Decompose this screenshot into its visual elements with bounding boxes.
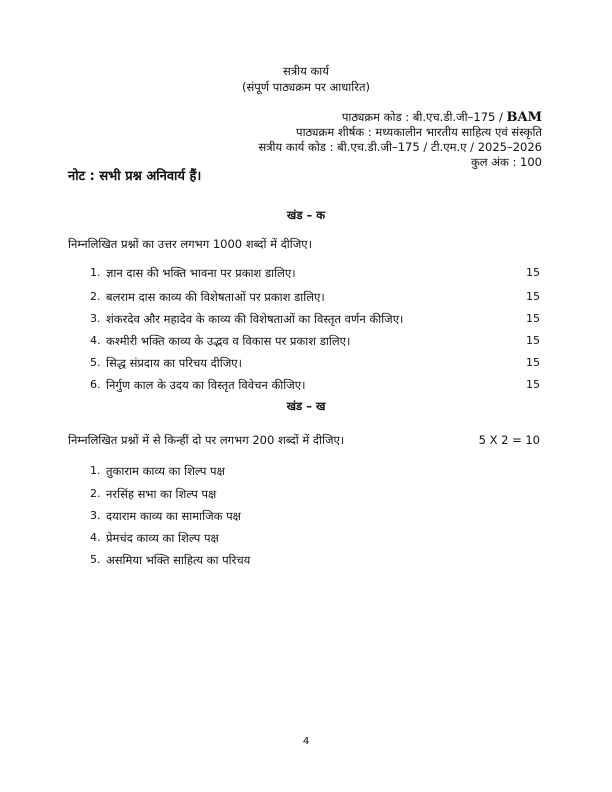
question-item xyxy=(90,334,540,350)
assignment-code-line: सत्रीय कार्य कोड : बी.एच.डी.जी–175 / टी.एम.ए / 2025–2026 xyxy=(258,140,542,154)
course-title-line: पाठ्यक्रम शीर्षक : मध्यकालीन भारतीय साहित्य एवं संस्कृति xyxy=(296,125,542,139)
short-question-text: दयाराम काव्य का सामाजिक पक्ष xyxy=(106,509,241,523)
short-question-item xyxy=(90,531,390,547)
question-text: ज्ञान दास की भक्ति भावना पर प्रकाश डालिए। xyxy=(106,266,296,280)
short-question-item xyxy=(90,553,390,569)
question-text: शंकरदेव और महादेव के काव्य की विशेषताओं का विस्तृत वर्णन कीजिए। xyxy=(106,312,404,326)
question-item xyxy=(90,378,540,394)
note-instruction: नोट : सभी प्रश्न अनिवार्य हैं। xyxy=(68,169,202,184)
assignment-title: सत्रीय कार्य xyxy=(283,64,329,78)
short-question-number: 2. xyxy=(90,487,101,500)
question-item xyxy=(90,266,540,282)
short-question-number: 3. xyxy=(90,509,101,522)
short-question-item xyxy=(90,509,390,525)
short-question-text: असमिया भक्ति साहित्य का परिचय xyxy=(106,553,251,567)
question-number: 5. xyxy=(90,356,101,369)
short-question-text: तुकाराम काव्य का शिल्प पक्ष xyxy=(106,464,225,478)
short-question-number: 1. xyxy=(90,464,101,477)
course-code-label: पाठ्यक्रम कोड : बी.एच.डी.जी–175 / xyxy=(341,110,507,124)
question-marks: 15 xyxy=(526,378,540,391)
question-item xyxy=(90,356,540,372)
question-marks: 15 xyxy=(526,266,540,279)
section-b-instruction-row xyxy=(68,433,540,449)
assignment-subtitle: (संपूर्ण पाठ्यक्रम पर आधारित) xyxy=(241,80,371,94)
section-b-instruction: निम्नलिखित प्रश्नों में से किन्हीं दो पर लगभग 200 शब्दों में दीजिए। xyxy=(68,433,345,447)
page-number: 4 xyxy=(302,736,310,747)
short-question-number: 4. xyxy=(90,531,101,544)
short-question-item xyxy=(90,464,390,480)
question-number: 6. xyxy=(90,378,101,391)
short-question-number: 5. xyxy=(90,553,101,566)
section-b-marks: 5 X 2 = 10 xyxy=(478,433,540,447)
question-text: सिद्ध संप्रदाय का परिचय दीजिए। xyxy=(106,356,242,370)
question-number: 3. xyxy=(90,312,101,325)
question-number: 4. xyxy=(90,334,101,347)
question-text: बलराम दास काव्य की विशेषताओं पर प्रकाश डालिए। xyxy=(106,290,325,304)
question-item xyxy=(90,312,540,328)
total-marks-line: कुल अंक : 100 xyxy=(470,155,542,169)
question-item xyxy=(90,290,540,306)
question-marks: 15 xyxy=(526,312,540,325)
question-text: निर्गुण काल के उदय का विस्तृत विवेचन कीजिए। xyxy=(106,378,306,392)
question-number: 2. xyxy=(90,290,101,303)
course-program-code: BAM xyxy=(506,110,542,125)
short-question-text: प्रेमचंद काव्य का शिल्प पक्ष xyxy=(106,531,219,545)
question-marks: 15 xyxy=(526,356,540,369)
course-code-line xyxy=(342,110,542,125)
section-a-heading: खंड – क xyxy=(286,208,326,222)
short-question-item xyxy=(90,487,390,503)
question-text: कश्मीरी भक्ति काव्य के उद्भव व विकास पर प्रकाश डालिए। xyxy=(106,334,351,348)
question-marks: 15 xyxy=(526,290,540,303)
question-marks: 15 xyxy=(526,334,540,347)
section-b-heading: खंड – ख xyxy=(286,399,326,413)
short-question-text: नरसिंह सभा का शिल्प पक्ष xyxy=(106,487,217,501)
question-number: 1. xyxy=(90,266,101,279)
section-a-instruction: निम्नलिखित प्रश्नों का उत्तर लगभग 1000 शब्दों में दीजिए। xyxy=(68,237,313,251)
